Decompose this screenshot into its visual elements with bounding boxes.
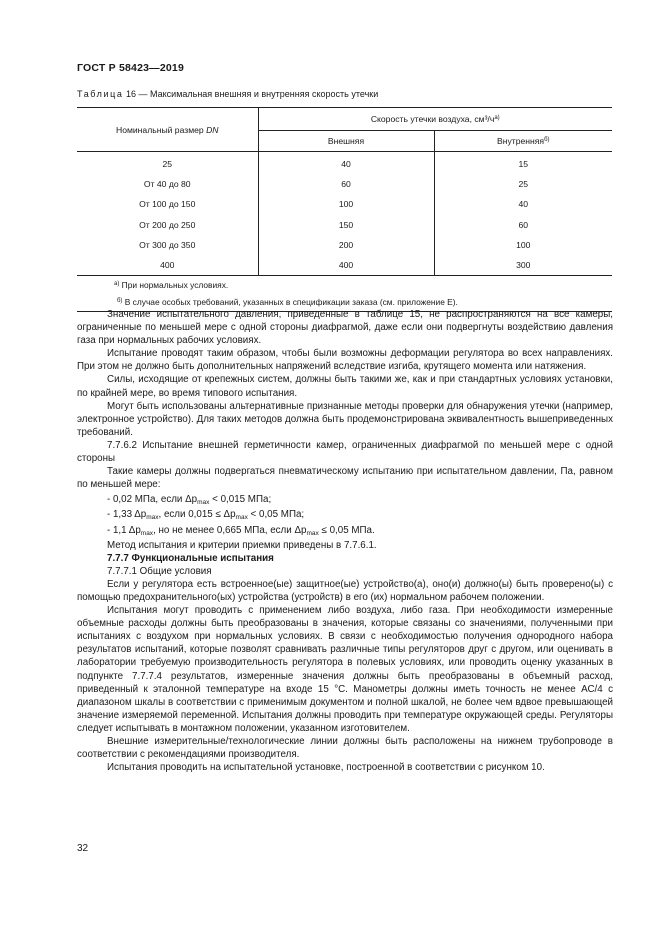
paragraph: Значение испытательного давления, приведенные в таблице 15, не распространяются на все камеры, ограниченные по меньшей мере с одной стороны диафрагмой, даже если они подвергнуты воздействию давления газа при нормальных рабочих условиях. xyxy=(77,309,613,347)
paragraph: Могут быть использованы альтернативные признанные методы проверки для обнаружения утечки (например, электронное устройство). Для таких методов должна быть продемонстрирована эквивалентность вышеприведенных требований. xyxy=(77,400,613,438)
cell-internal: 300 xyxy=(516,260,531,271)
paragraph: Испытания могут проводить с применением либо воздуха, либо газа. При необходимости измеренные объемные расходы должны быть преобразованы в значения, которые связаны со значениями, полученными при испытаниях с воздухом при нормальных условиях. В связи с необходимостью получения однородного набора результатов испытаний, которые позволят сравнивать различные типы регуляторов друг с другом, или оценивать в лаборатории требуемую производительность регулятора в полевых условиях, или проводить оценку указанных в подпункте 7.7.7.4 результатов, измеренные значения должны быть преобразованы в объемный расход, приведенный к эталонной температуре на входе 15 °C. Манометры должны иметь точность не менее АС/4 с диапазоном шкалы в соответствии с применимым документом и полной шкалой, не более чем вдвое превышающей значение измеряемой переменной. Испытания должны проводить при температуре окружающей среды. Регуляторы следует испытывать в монтажном положении, указанном изготовителем. xyxy=(77,605,613,734)
page-number: 32 xyxy=(77,843,89,854)
document-header: ГОСТ Р 58423—2019 xyxy=(77,62,185,74)
table-row xyxy=(77,152,612,175)
section-heading: 7.7.7 Функциональные испытания xyxy=(107,552,274,564)
cell-external: 400 xyxy=(258,255,434,276)
paragraph: Метод испытания и критерии приемки приведены в 7.7.6.1. xyxy=(107,539,377,551)
cell-external: 40 xyxy=(258,152,434,175)
paragraph: Если у регулятора есть встроенное(ые) защитное(ые) устройство(а), оно(и) должно(ы) быть проверено(ы) с помощью предохранительного(ых) устройства (устройств) в его (их) нормальном рабочем положении. xyxy=(77,578,613,603)
cell-size: От 40 до 80 xyxy=(77,174,258,194)
header-external: Внешняя xyxy=(258,131,434,152)
table-caption-title: 16 — Максимальная внешняя и внутренняя скорость утечки xyxy=(126,89,379,99)
paragraph: Испытания проводить на испытательной установке, построенной в соответствии с рисунком 10. xyxy=(107,762,545,774)
list-item: - 1,1 $\Delta p_{max}$, но не менее 0,665 МПа, если $\Delta p_{max} \le 0,05$ МПа. xyxy=(107,524,375,537)
table-note-a: $^{а)}$ При нормальных условиях. xyxy=(77,276,612,294)
cell-internal: 60 xyxy=(518,219,529,230)
table-row xyxy=(77,235,612,255)
cell-size: От 100 до 150 xyxy=(77,194,258,214)
cell-size: 25 xyxy=(77,152,258,175)
paragraph: Силы, исходящие от крепежных систем, должны быть такими же, как и при стандартных условиях установки, по крайней мере, во время типового испытания. xyxy=(77,374,613,399)
header-leak-rate-group: Скорость утечки воздуха, см³/$ч^{а)}$ xyxy=(258,108,612,131)
list-item: - 0,02 МПа, если $\Delta p_{max} < 0,015$ МПа; xyxy=(107,494,272,507)
paragraph: Такие камеры должны подвергаться пневматическому испытанию при испытательном давлении, Па, равном по меньшей мере: xyxy=(77,466,613,491)
table-note-b: $^{б)}$ В случае особых требований, указанных в спецификации заказа (см. приложение Е). xyxy=(77,293,612,312)
list-item: - 1,33 $\Delta p_{max}$, если $0,015 \le \Delta p_{max} < 0,05$ МПа; xyxy=(107,509,305,522)
paragraph: 7.7.6.2 Испытание внешней герметичности камер, ограниченных диафрагмой по меньшей мере с одной стороны xyxy=(77,439,613,465)
body-text xyxy=(77,308,613,774)
cell-internal: 15 xyxy=(518,159,529,170)
table-caption-word: Таблица xyxy=(77,89,124,99)
paragraph: Испытание проводят таким образом, чтобы были возможны деформации регулятора во всех направлениях. При этом не должно быть дополнительных напряжений вследствие изгиба, крутящего момента или натяжения. xyxy=(77,348,613,373)
table-row xyxy=(77,215,612,235)
cell-size: От 200 до 250 xyxy=(77,215,258,235)
table-row xyxy=(77,194,612,214)
cell-size: 400 xyxy=(77,255,258,276)
cell-external: 150 xyxy=(258,215,434,235)
cell-internal: 100 xyxy=(516,239,531,250)
cell-internal: 40 xyxy=(518,199,529,210)
cell-external: 200 xyxy=(258,235,434,255)
header-internal: Внутренняя$^{б)}$ xyxy=(496,136,550,146)
cell-internal: 25 xyxy=(518,179,529,190)
cell-external: 60 xyxy=(258,174,434,194)
table-row xyxy=(77,255,612,276)
paragraph: Внешние измерительные/технологические линии должны быть расположены на нижнем трубопроводе в соответствии с рекомендациями производителя. xyxy=(77,736,613,761)
cell-external: 100 xyxy=(258,194,434,214)
cell-size: От 300 до 350 xyxy=(77,235,258,255)
header-nominal-size: Номинальный размер DN xyxy=(77,108,258,152)
table-caption xyxy=(77,89,378,99)
paragraph: 7.7.7.1 Общие условия xyxy=(107,565,212,577)
table-row xyxy=(77,174,612,194)
leakage-rate-table xyxy=(77,107,612,312)
